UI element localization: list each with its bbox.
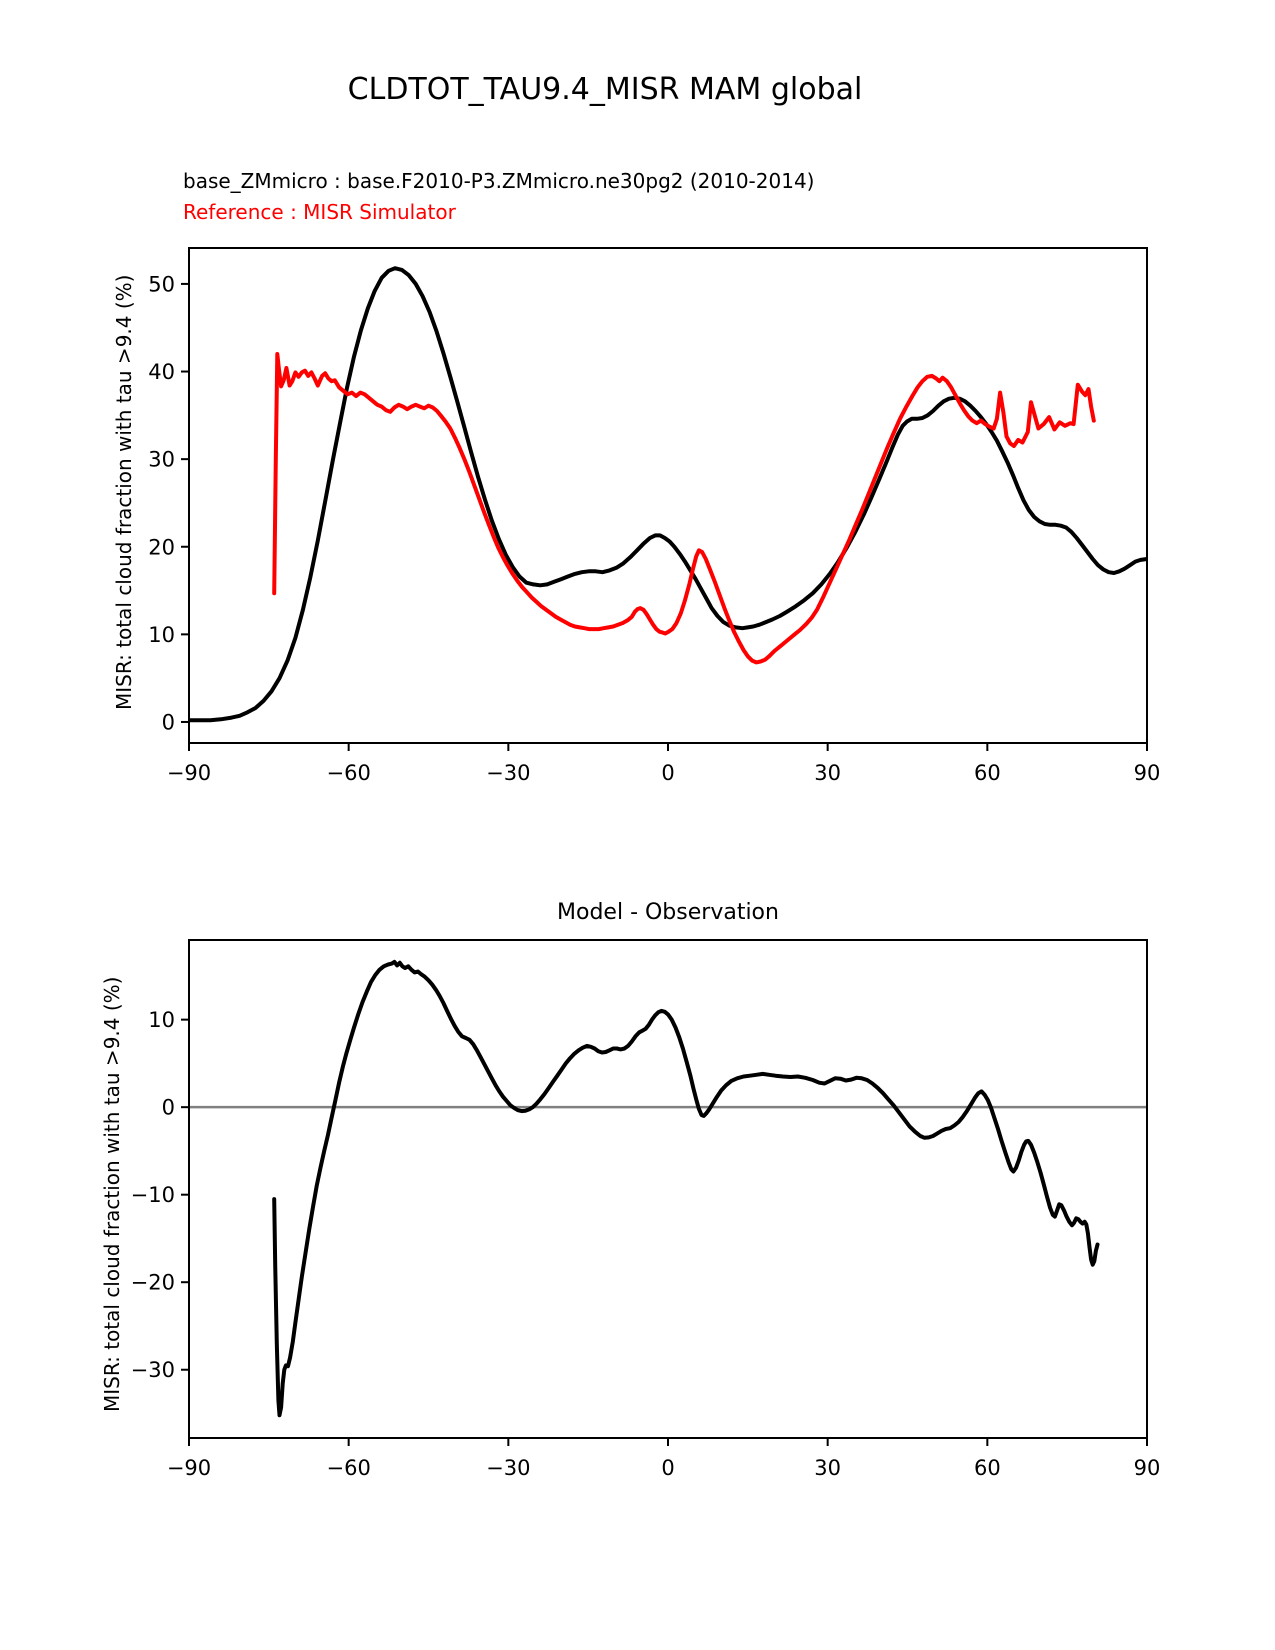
x-tick-label: 0: [661, 761, 675, 785]
y-tick-label: 20: [148, 535, 175, 560]
x-tick-label: 60: [973, 1456, 1001, 1480]
x-tick-label: −30: [486, 1456, 531, 1480]
bottom-chart-title: Model - Observation: [557, 900, 779, 925]
x-tick-label: 0: [661, 1456, 675, 1480]
difference-curve: [274, 962, 1097, 1415]
x-tick-label: 30: [814, 1456, 842, 1480]
x-tick-label: −90: [166, 761, 212, 785]
y-tick-label: −30: [130, 1358, 175, 1383]
x-tick-label: −30: [486, 761, 531, 785]
x-tick-label: 30: [814, 761, 842, 785]
x-tick-label: −90: [166, 1456, 212, 1480]
x-tick-label: 90: [1133, 1456, 1161, 1480]
y-tick-label: 10: [148, 1008, 175, 1033]
y-tick-label: 50: [148, 272, 175, 297]
top-chart: [148, 248, 1160, 785]
y-tick-label: −10: [130, 1183, 175, 1208]
bottom-y-axis-label: MISR: total cloud fraction with tau >9.4 (%): [100, 976, 124, 1412]
y-tick-label: 0: [161, 710, 175, 735]
x-tick-label: −60: [326, 761, 371, 785]
y-tick-label: 40: [148, 360, 175, 385]
model-curve: [189, 268, 1147, 720]
bottom-chart: [131, 940, 1161, 1480]
y-tick-label: 10: [148, 622, 175, 647]
y-tick-label: 30: [148, 447, 175, 472]
legend-reference-label: Reference : MISR Simulator: [183, 200, 456, 224]
top-y-axis-label: MISR: total cloud fraction with tau >9.4 (%): [112, 274, 136, 710]
x-tick-label: −60: [326, 1456, 371, 1480]
x-tick-label: 90: [1133, 761, 1161, 785]
axes-frame: [189, 248, 1147, 743]
x-tick-label: 60: [973, 761, 1001, 785]
y-tick-label: −20: [130, 1270, 175, 1295]
y-tick-label: 0: [161, 1095, 175, 1120]
reference-curve: [274, 354, 1094, 662]
figure-title: CLDTOT_TAU9.4_MISR MAM global: [347, 72, 863, 107]
legend-model-label: base_ZMmicro : base.F2010-P3.ZMmicro.ne30pg2 (2010-2014): [183, 169, 815, 193]
